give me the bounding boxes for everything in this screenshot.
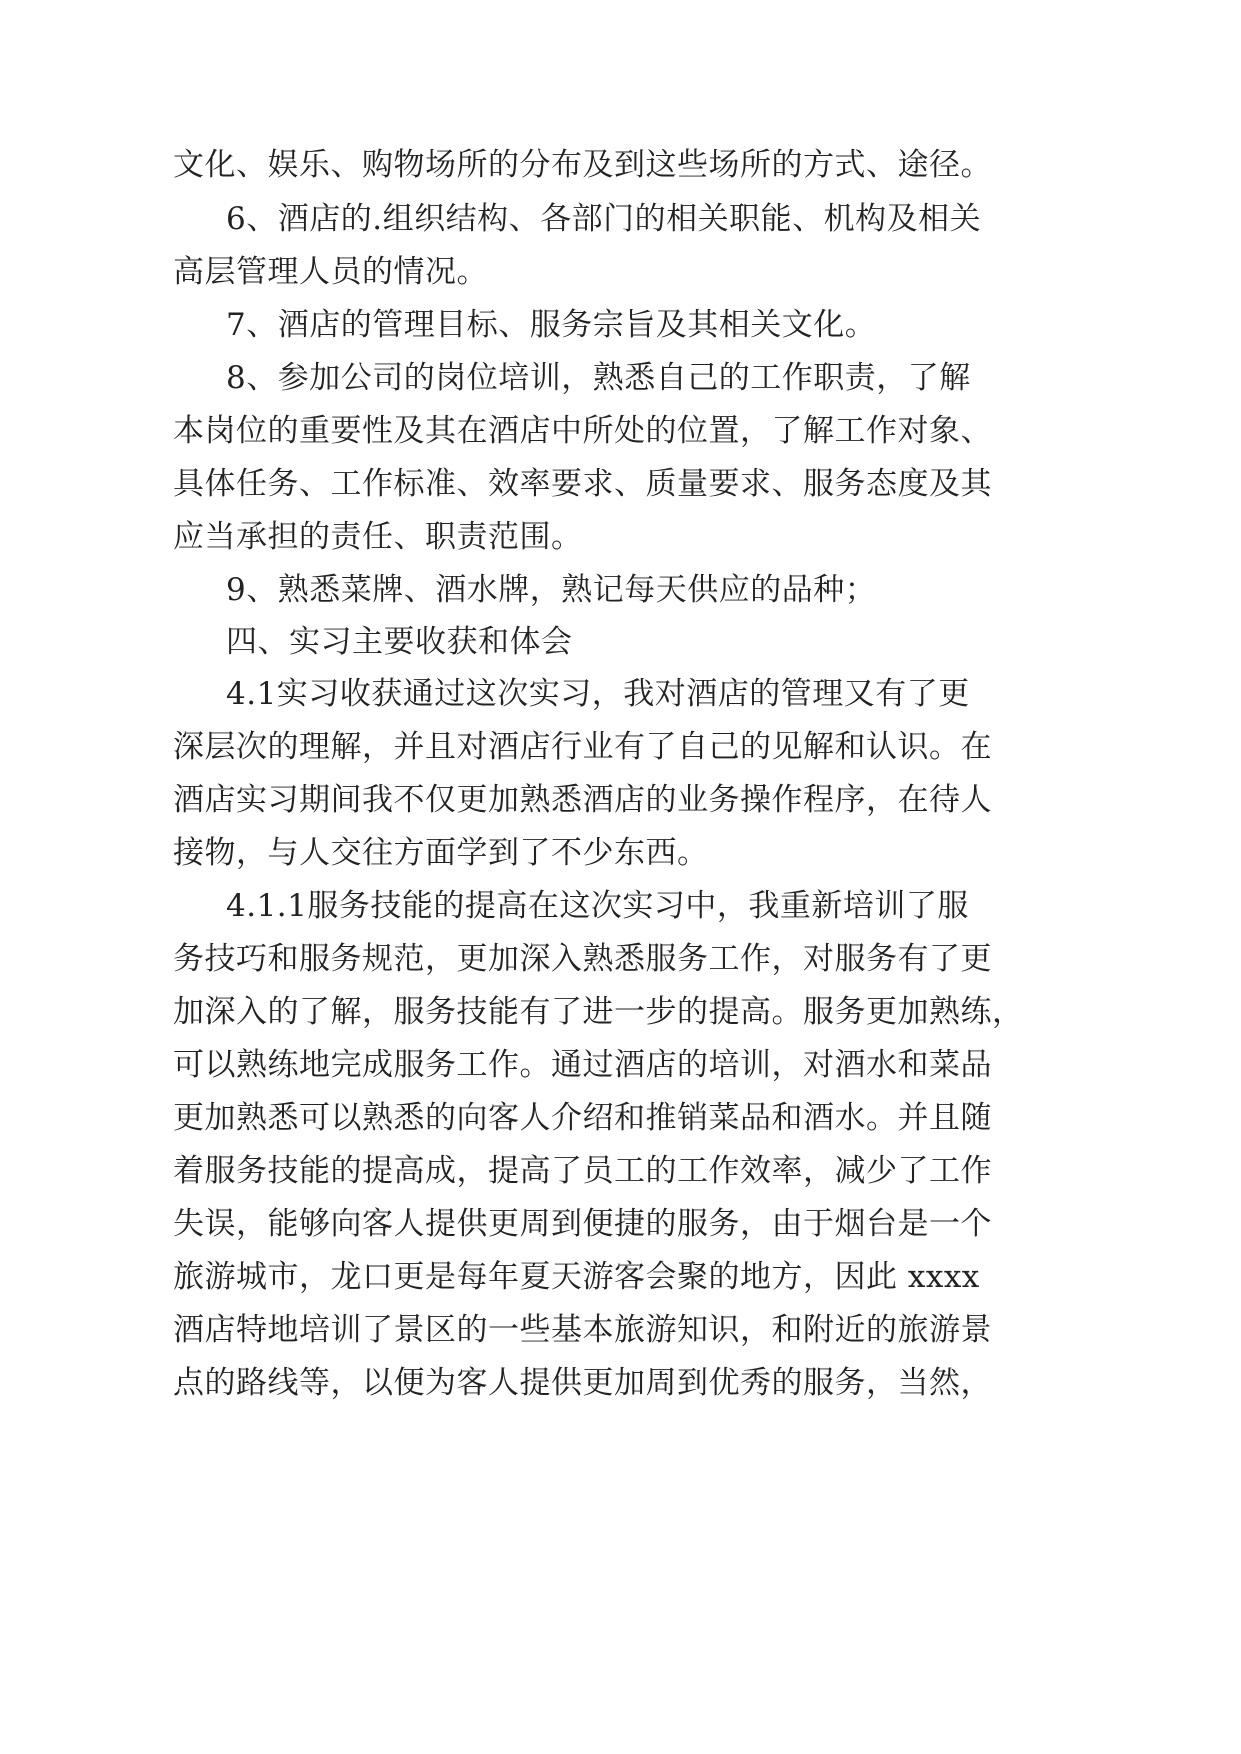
line-text: 加深入的了解，服务技能有了进一步的提高。服务更加熟练， [173,994,1024,1030]
line-text: 高层管理人员的情况。 [173,254,488,290]
line-text: 四、实习主要收获和体会 [226,624,573,660]
line-text: 接物，与人交往方面学到了不少东西。 [173,835,709,871]
line-text: 点的路线等，以便为客人提供更加周到优秀的服务，当然， [173,1365,992,1401]
line-text: 旅游城市，龙口更是每年夏天游客会聚的地方，因此 xxxx [173,1259,980,1295]
line-text: 4.1.1服务技能的提高在这次实习中，我重新培训了服 [226,888,969,924]
line-text: 务技巧和服务规范，更加深入熟悉服务工作，对服务有了更 [173,941,992,977]
line-text: 8、参加公司的岗位培训，熟悉自己的工作职责，了解 [226,360,971,396]
line-text: 更加熟悉可以熟悉的向客人介绍和推销菜品和酒水。并且随 [173,1100,992,1136]
line-text: 7、酒店的管理目标、服务宗旨及其相关文化。 [226,307,877,343]
line-text: 应当承担的责任、职责范围。 [173,519,583,555]
line-text: 深层次的理解，并且对酒店行业有了自己的见解和认识。在 [173,729,992,765]
line-text: 具体任务、工作标准、效率要求、质量要求、服务态度及其 [173,466,992,502]
line-text: 本岗位的重要性及其在酒店中所处的位置，了解工作对象、 [173,413,992,449]
line-text: 6、酒店的.组织结构、各部门的相关职能、机构及相关 [226,201,982,237]
line-text: 失误，能够向客人提供更周到便捷的服务，由于烟台是一个 [173,1206,992,1242]
line-text: 可以熟练地完成服务工作。通过酒店的培训，对酒水和菜品 [173,1047,992,1083]
line-text: 文化、娱乐、购物场所的分布及到这些场所的方式、途径。 [173,147,992,183]
line-text: 9、熟悉菜牌、酒水牌，熟记每天供应的品种； [226,572,877,608]
line-text: 4.1实习收获通过这次实习，我对酒店的管理又有了更 [226,676,970,712]
text-line [0,1351,1241,1415]
line-text: 着服务技能的提高成，提高了员工的工作效率，减少了工作 [173,1153,992,1189]
line-text: 酒店实习期间我不仅更加熟悉酒店的业务操作程序，在待人 [173,782,992,818]
line-text: 酒店特地培训了景区的一些基本旅游知识，和附近的旅游景 [173,1312,992,1348]
